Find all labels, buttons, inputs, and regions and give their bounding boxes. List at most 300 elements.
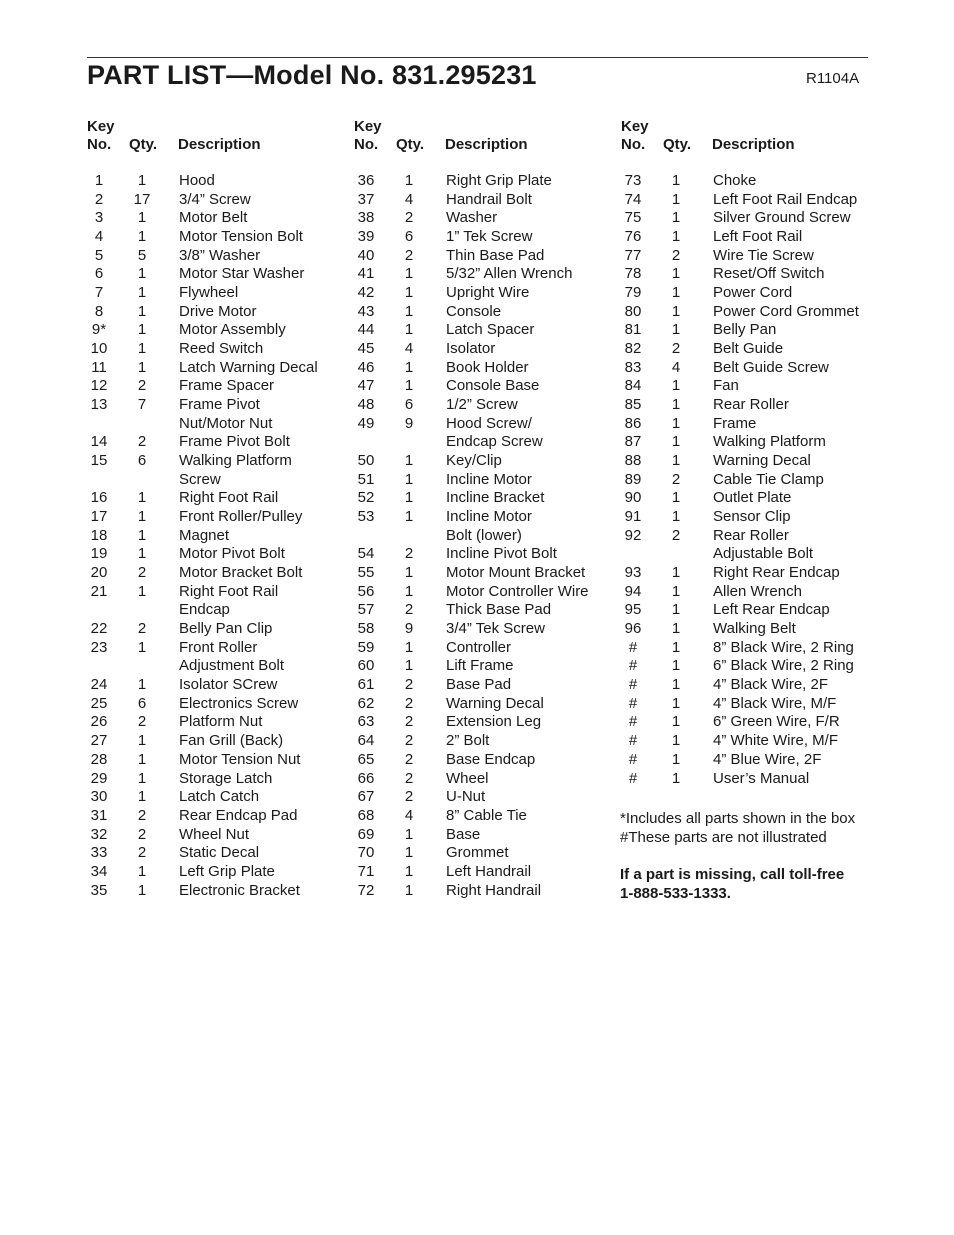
- quantity: 1: [671, 676, 681, 694]
- key-number: 25: [90, 694, 108, 712]
- part-description: 1/2” Screw: [446, 396, 518, 414]
- key-number: 50: [357, 452, 375, 470]
- quantity: 1: [137, 545, 147, 563]
- quantity: 2: [137, 377, 147, 395]
- part-description: Adjustment Bolt: [179, 657, 285, 675]
- key-number: 59: [357, 638, 375, 656]
- quantity: 1: [671, 489, 681, 507]
- part-description: Incline Motor: [446, 470, 532, 488]
- quantity: 1: [671, 732, 681, 750]
- quantity: 1: [671, 190, 681, 208]
- quantity: 1: [671, 564, 681, 582]
- quantity: 2: [137, 620, 147, 638]
- parts-row: [354, 228, 624, 247]
- key-number: 26: [90, 713, 108, 731]
- key-number: 20: [90, 564, 108, 582]
- quantity: 2: [137, 433, 147, 451]
- part-description: Motor Controller Wire: [446, 582, 589, 600]
- key-number: 58: [357, 620, 375, 638]
- key-number: 11: [91, 358, 107, 376]
- part-description: Book Holder: [446, 358, 529, 376]
- key-number: 28: [90, 750, 108, 768]
- part-description: Fan: [713, 377, 739, 395]
- key-number: 19: [90, 545, 108, 563]
- parts-row: [87, 639, 357, 658]
- part-description: Walking Platform: [179, 452, 292, 470]
- key-number: 12: [90, 377, 108, 395]
- parts-row: [87, 545, 357, 564]
- part-description: 4” White Wire, M/F: [713, 732, 839, 750]
- key-number: 82: [624, 340, 642, 358]
- parts-row: [354, 770, 624, 789]
- parts-row: [354, 863, 624, 882]
- parts-row: [354, 657, 624, 676]
- quantity: 1: [404, 265, 414, 283]
- quantity: 1: [671, 601, 681, 619]
- quantity: 1: [671, 265, 681, 283]
- parts-row: [354, 620, 624, 639]
- quantity: 1: [137, 228, 147, 246]
- part-description: Sensor Clip: [713, 508, 791, 526]
- key-number: #: [628, 694, 638, 712]
- quantity: 1: [137, 676, 147, 694]
- description-header: Description: [712, 136, 795, 153]
- part-description: Handrail Bolt: [446, 190, 532, 208]
- quantity: 1: [404, 284, 414, 302]
- key-number: 84: [624, 377, 642, 395]
- part-description: Right Rear Endcap: [713, 564, 840, 582]
- quantity: 1: [404, 564, 414, 582]
- quantity: 2: [137, 713, 147, 731]
- part-description: User’s Manual: [713, 769, 810, 787]
- parts-row: [621, 303, 891, 322]
- key-number: 57: [357, 601, 375, 619]
- quantity: 1: [404, 582, 414, 600]
- quantity: 1: [404, 657, 414, 675]
- part-description: Left Foot Rail: [713, 228, 803, 246]
- part-description: Latch Spacer: [446, 321, 535, 339]
- part-description: Warning Decal: [713, 452, 811, 470]
- key-number: 18: [90, 526, 108, 544]
- parts-row: [354, 433, 624, 452]
- quantity: 1: [404, 358, 414, 376]
- quantity: 1: [671, 396, 681, 414]
- parts-row: [354, 191, 624, 210]
- key-number: 86: [624, 414, 642, 432]
- key-number: 44: [357, 321, 375, 339]
- key-number: 7: [94, 284, 104, 302]
- part-description: Right Foot Rail: [179, 489, 279, 507]
- part-description: Choke: [713, 172, 757, 189]
- parts-row: [87, 788, 357, 807]
- key-number: 6: [94, 265, 104, 283]
- key-number: 47: [357, 377, 375, 395]
- parts-row: [621, 508, 891, 527]
- parts-row: [354, 359, 624, 378]
- part-description: Thick Base Pad: [446, 601, 552, 619]
- part-description: Frame Pivot Bolt: [179, 433, 290, 451]
- parts-row: [621, 601, 891, 620]
- key-number: 88: [624, 452, 642, 470]
- key-number: 94: [624, 582, 642, 600]
- parts-row: [354, 601, 624, 620]
- key-number: 81: [624, 321, 642, 339]
- part-description: 8” Cable Tie: [446, 806, 527, 824]
- key-number: 95: [624, 601, 642, 619]
- key-number: #: [628, 657, 638, 675]
- part-description: Silver Ground Screw: [713, 209, 851, 227]
- qty-header: Qty.: [129, 136, 158, 153]
- column-header: [354, 118, 624, 154]
- part-description: Motor Pivot Bolt: [179, 545, 285, 563]
- key-number: 36: [357, 172, 375, 189]
- part-description: Warning Decal: [446, 694, 544, 712]
- parts-row: [354, 172, 624, 191]
- part-description: Left Handrail: [446, 862, 532, 880]
- part-description: Static Decal: [179, 844, 260, 862]
- parts-row: [87, 452, 357, 471]
- part-description: Walking Platform: [713, 433, 826, 451]
- parts-row: [87, 228, 357, 247]
- quantity: 1: [404, 470, 414, 488]
- parts-row: [87, 732, 357, 751]
- key-number: 21: [90, 582, 108, 600]
- quantity: 1: [137, 526, 147, 544]
- quantity: 1: [404, 321, 414, 339]
- quantity: 6: [137, 452, 147, 470]
- part-description: Rear Roller: [713, 526, 789, 544]
- key-number: 69: [357, 825, 375, 843]
- key-number: 60: [357, 657, 375, 675]
- parts-row: [87, 247, 357, 266]
- key-number: 49: [357, 414, 375, 432]
- parts-row: [354, 564, 624, 583]
- key-number: 10: [90, 340, 108, 358]
- key-number: 23: [90, 638, 108, 656]
- parts-row: [354, 676, 624, 695]
- part-description: Endcap: [179, 601, 230, 619]
- parts-row: [621, 433, 891, 452]
- quantity: 1: [404, 638, 414, 656]
- part-description: Electronics Screw: [179, 694, 299, 712]
- quantity: 1: [671, 321, 681, 339]
- part-description: Key/Clip: [446, 452, 502, 470]
- parts-row: [87, 508, 357, 527]
- part-description: Platform Nut: [179, 713, 263, 731]
- part-description: Electronic Bracket: [179, 881, 300, 899]
- qty-header: Qty.: [663, 136, 692, 153]
- qty-header: Qty.: [396, 136, 425, 153]
- key-number: 79: [624, 284, 642, 302]
- quantity: 5: [137, 246, 147, 264]
- key-number: 92: [624, 526, 642, 544]
- part-description: Lift Frame: [446, 657, 514, 675]
- key-number: 41: [357, 265, 375, 283]
- part-description: Screw: [179, 470, 221, 488]
- key-number: 74: [624, 190, 642, 208]
- key-number: 64: [357, 732, 375, 750]
- key-header-line2: No.: [87, 136, 112, 153]
- part-description: Frame Spacer: [179, 377, 275, 395]
- parts-row: [87, 807, 357, 826]
- quantity: 1: [404, 377, 414, 395]
- parts-row: [87, 583, 357, 602]
- key-number: 29: [90, 769, 108, 787]
- parts-row: [87, 770, 357, 789]
- quantity: 2: [404, 769, 414, 787]
- parts-row: [354, 545, 624, 564]
- key-number: 33: [90, 844, 108, 862]
- parts-row: [621, 265, 891, 284]
- quantity: 2: [404, 676, 414, 694]
- quantity: 1: [404, 881, 414, 899]
- quantity: 1: [404, 452, 414, 470]
- part-description: Isolator: [446, 340, 496, 358]
- parts-rows: [621, 172, 891, 788]
- quantity: 1: [671, 694, 681, 712]
- part-description: 3/4” Tek Screw: [446, 620, 545, 638]
- key-number: 38: [357, 209, 375, 227]
- parts-row: [87, 695, 357, 714]
- parts-row: [354, 415, 624, 434]
- quantity: 1: [137, 638, 147, 656]
- parts-row: [621, 770, 891, 789]
- key-number: 2: [94, 190, 104, 208]
- quantity: 1: [404, 825, 414, 843]
- parts-row: [87, 844, 357, 863]
- part-description: Right Handrail: [446, 881, 542, 899]
- parts-row: [354, 639, 624, 658]
- key-number: 93: [624, 564, 642, 582]
- quantity: 1: [137, 340, 147, 358]
- key-number: 63: [357, 713, 375, 731]
- key-number: 32: [90, 825, 108, 843]
- document-code: R1104A: [806, 70, 860, 87]
- parts-row: [87, 340, 357, 359]
- key-number: 62: [357, 694, 375, 712]
- parts-row: [354, 751, 624, 770]
- key-number: 31: [90, 806, 108, 824]
- parts-row: [354, 265, 624, 284]
- parts-row: [621, 284, 891, 303]
- key-number: #: [628, 638, 638, 656]
- parts-row: [354, 489, 624, 508]
- column-header: [621, 118, 891, 154]
- parts-row: [621, 695, 891, 714]
- quantity: 1: [671, 209, 681, 227]
- parts-row: [621, 527, 891, 546]
- part-description: Base Endcap: [446, 750, 536, 768]
- parts-row: [87, 209, 357, 228]
- part-description: Motor Bracket Bolt: [179, 564, 303, 582]
- parts-row: [87, 527, 357, 546]
- quantity: 6: [137, 694, 147, 712]
- quantity: 1: [137, 750, 147, 768]
- quantity: 2: [404, 601, 414, 619]
- key-number: 68: [357, 806, 375, 824]
- key-number: 71: [357, 862, 375, 880]
- key-number: 1: [94, 172, 104, 189]
- quantity: 1: [137, 769, 147, 787]
- quantity: 2: [137, 564, 147, 582]
- quantity: 1: [404, 862, 414, 880]
- parts-row: [354, 788, 624, 807]
- part-description: Incline Bracket: [446, 489, 545, 507]
- key-number: 8: [94, 302, 104, 320]
- key-number: 87: [624, 433, 642, 451]
- parts-row: [621, 545, 891, 564]
- parts-row: [87, 751, 357, 770]
- part-description: Reed Switch: [179, 340, 264, 358]
- parts-row: [87, 321, 357, 340]
- part-description: Rear Endcap Pad: [179, 806, 298, 824]
- parts-row: [621, 191, 891, 210]
- quantity: 2: [137, 825, 147, 843]
- key-number: 43: [357, 302, 375, 320]
- quantity: 1: [137, 265, 147, 283]
- part-description: Flywheel: [179, 284, 239, 302]
- key-number: 35: [90, 881, 108, 899]
- key-number: 76: [624, 228, 642, 246]
- part-description: 2” Bolt: [446, 732, 490, 750]
- parts-row: [354, 284, 624, 303]
- quantity: 1: [671, 582, 681, 600]
- parts-row: [87, 265, 357, 284]
- quantity: 4: [404, 340, 414, 358]
- quantity: 1: [404, 302, 414, 320]
- part-description: Drive Motor: [179, 302, 257, 320]
- part-description: Hood Screw/: [446, 414, 532, 432]
- key-number: 22: [90, 620, 108, 638]
- parts-row: [87, 191, 357, 210]
- quantity: 1: [137, 732, 147, 750]
- parts-row: [354, 695, 624, 714]
- quantity: 7: [137, 396, 147, 414]
- key-number: 55: [357, 564, 375, 582]
- part-description: Adjustable Bolt: [713, 545, 814, 563]
- key-number: 89: [624, 470, 642, 488]
- parts-row: [354, 303, 624, 322]
- key-number: #: [628, 732, 638, 750]
- parts-row: [87, 620, 357, 639]
- part-description: Left Rear Endcap: [713, 601, 830, 619]
- part-description: Belly Pan: [713, 321, 777, 339]
- key-number: 53: [357, 508, 375, 526]
- part-description: Base: [446, 825, 481, 843]
- parts-row: [87, 359, 357, 378]
- key-header-line1: Key: [621, 118, 649, 135]
- quantity: 4: [404, 806, 414, 824]
- part-description: Front Roller: [179, 638, 258, 656]
- part-description: 8” Black Wire, 2 Ring: [713, 638, 854, 656]
- key-number: 56: [357, 582, 375, 600]
- part-description: 4” Blue Wire, 2F: [713, 750, 822, 768]
- quantity: 1: [404, 172, 414, 189]
- part-description: Grommet: [446, 844, 509, 862]
- key-number: 30: [90, 788, 108, 806]
- parts-row: [87, 303, 357, 322]
- part-description: 4” Black Wire, M/F: [713, 694, 837, 712]
- parts-row: [87, 396, 357, 415]
- parts-row: [87, 863, 357, 882]
- quantity: 1: [671, 284, 681, 302]
- part-description: U-Nut: [446, 788, 486, 806]
- quantity: 1: [137, 788, 147, 806]
- part-description: Wheel Nut: [179, 825, 250, 843]
- asterisk-note: *Includes all parts shown in the box: [620, 810, 856, 827]
- key-number: 66: [357, 769, 375, 787]
- top-rule: [87, 57, 868, 58]
- key-number: 14: [90, 433, 108, 451]
- quantity: 2: [671, 246, 681, 264]
- quantity: 1: [671, 508, 681, 526]
- parts-row: [87, 882, 357, 901]
- parts-row: [354, 826, 624, 845]
- key-number: 91: [624, 508, 642, 526]
- key-number: 77: [624, 246, 642, 264]
- part-description: Fan Grill (Back): [179, 732, 284, 750]
- key-number: 9*: [91, 321, 107, 339]
- key-number: 17: [90, 508, 108, 526]
- part-description: 6” Black Wire, 2 Ring: [713, 657, 854, 675]
- key-number: #: [628, 769, 638, 787]
- key-number: 42: [357, 284, 375, 302]
- parts-row: [87, 564, 357, 583]
- part-description: 6” Green Wire, F/R: [713, 713, 840, 731]
- part-description: Wire Tie Screw: [713, 246, 814, 264]
- quantity: 2: [404, 694, 414, 712]
- part-description: Hood: [179, 172, 215, 189]
- parts-row: [621, 172, 891, 191]
- parts-row: [621, 657, 891, 676]
- part-description: Motor Tension Bolt: [179, 228, 303, 246]
- quantity: 6: [404, 228, 414, 246]
- key-number: 34: [90, 862, 108, 880]
- quantity: 1: [137, 582, 147, 600]
- part-description: 3/4” Screw: [179, 190, 251, 208]
- quantity: 1: [137, 489, 147, 507]
- key-header-line1: Key: [354, 118, 382, 135]
- part-description: Controller: [446, 638, 512, 656]
- quantity: 1: [671, 620, 681, 638]
- part-description: Left Foot Rail Endcap: [713, 190, 858, 208]
- key-number: 5: [94, 246, 104, 264]
- part-description: Latch Catch: [179, 788, 260, 806]
- part-description: Reset/Off Switch: [713, 265, 825, 283]
- quantity: 2: [404, 713, 414, 731]
- quantity: 4: [671, 358, 681, 376]
- part-description: Motor Tension Nut: [179, 750, 301, 768]
- quantity: 2: [671, 340, 681, 358]
- quantity: 17: [133, 190, 151, 208]
- parts-row: [354, 396, 624, 415]
- parts-row: [354, 321, 624, 340]
- parts-row: [87, 172, 357, 191]
- key-header-line2: No.: [621, 136, 646, 153]
- parts-row: [354, 527, 624, 546]
- part-description: Walking Belt: [713, 620, 796, 638]
- key-number: #: [628, 676, 638, 694]
- key-header-line1: Key: [87, 118, 115, 135]
- quantity: 1: [671, 638, 681, 656]
- quantity: 2: [404, 788, 414, 806]
- parts-row: [621, 415, 891, 434]
- parts-row: [621, 639, 891, 658]
- part-description: Bolt (lower): [446, 526, 522, 544]
- quantity: 1: [404, 489, 414, 507]
- column-header: [87, 118, 357, 154]
- quantity: 1: [671, 172, 681, 189]
